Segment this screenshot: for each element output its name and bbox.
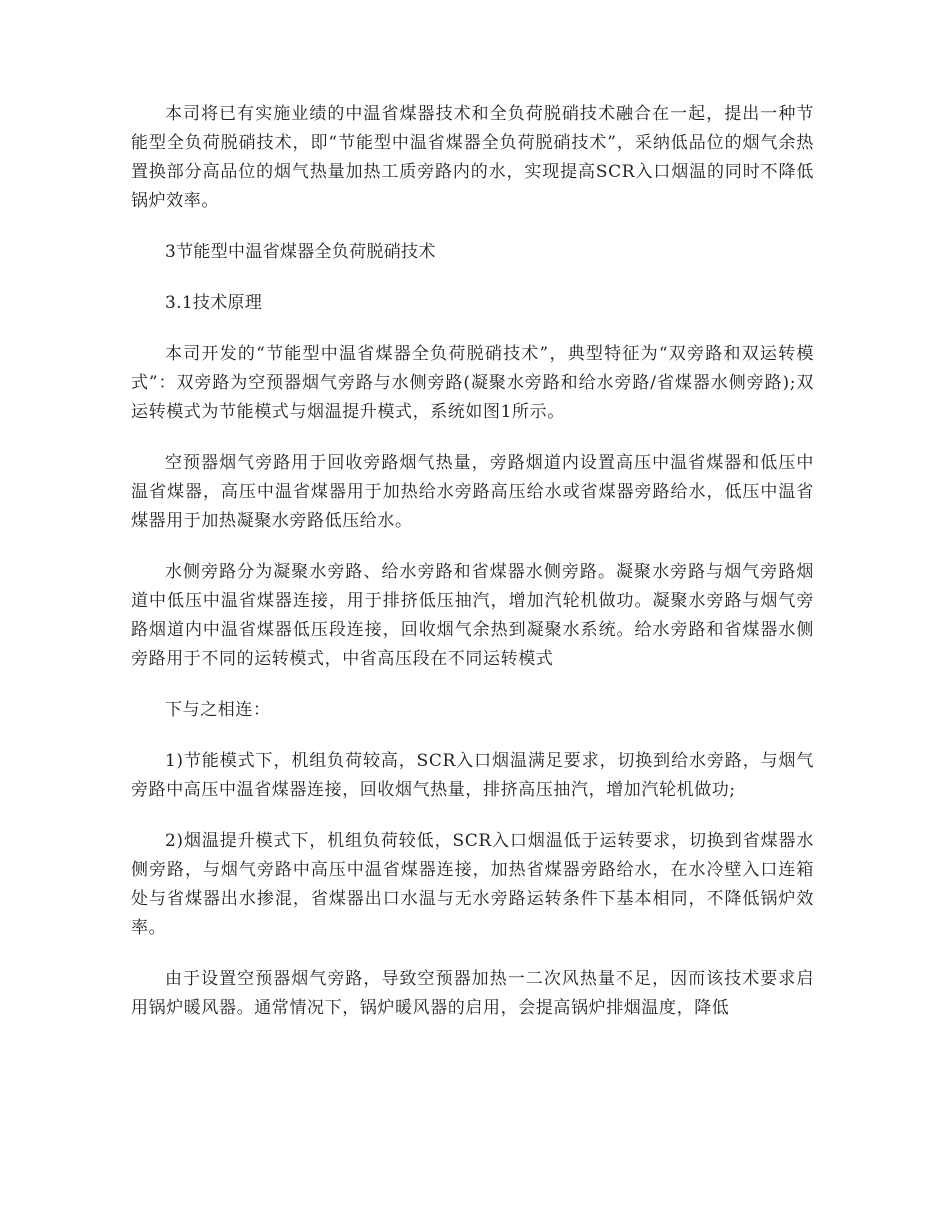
paragraph-air-preheater-bypass: 空预器烟气旁路用于回收旁路烟气热量，旁路烟道内设置高压中温省煤器和低压中温省煤器，高压中温省煤器用于加热给水旁路高压给水或省煤器旁路给水，低压中温省煤器用于加热凝聚水旁路低压给水。 bbox=[131, 453, 814, 531]
paragraph-water-side-bypass: 水侧旁路分为凝聚水旁路、给水旁路和省煤器水侧旁路。凝聚水旁路与烟气旁路烟道中低压中温省煤器连接，用于排挤低压抽汽，增加汽轮机做功。凝聚水旁路与烟气旁路烟道内中温省煤器低压段连接，回收烟气余热到凝聚水系统。给水旁路和省煤器水侧旁路用于不同的运转模式，中省高压段在不同运转模式 bbox=[131, 562, 814, 669]
paragraph-intro: 本司将已有实施业绩的中温省煤器技术和全负荷脱硝技术融合在一起，提出一种节能型全负荷脱硝技术，即“节能型中温省煤器全负荷脱硝技术”，采纳低品位的烟气余热置换部分高品位的烟气热量加热工质旁路内的水，实现提高SCR入口烟温的同时不降低锅炉效率。 bbox=[131, 104, 814, 211]
paragraph-connection: 下与之相连： bbox=[165, 700, 271, 720]
list-item-temperature-raise-mode: 2)烟温提升模式下，机组负荷较低，SCR入口烟温低于运转要求，切换到省煤器水侧旁路，与烟气旁路中高压中温省煤器连接，加热省煤器旁路给水，在水冷壁入口连箱处与省煤器出水掺混，省煤器出口水温与无水旁路运转条件下基本相同，不降低锅炉效率。 bbox=[131, 831, 814, 938]
list-item-energy-saving-mode: 1)节能模式下，机组负荷较高，SCR入口烟温满足要求，切换到给水旁路，与烟气旁路中高压中温省煤器连接，回收烟气热量，排挤高压抽汽，增加汽轮机做功; bbox=[131, 751, 814, 800]
document-body bbox=[131, 100, 814, 1045]
paragraph-air-heater: 由于设置空预器烟气旁路，导致空预器加热一二次风热量不足，因而该技术要求启用锅炉暖风器。通常情况下，锅炉暖风器的启用，会提高锅炉排烟温度，降低 bbox=[131, 969, 814, 1018]
paragraph-principle: 本司开发的“节能型中温省煤器全负荷脱硝技术”，典型特征为“双旁路和双运转模式”：双旁路为空预器烟气旁路与水侧旁路(凝聚水旁路和给水旁路/省煤器水侧旁路);双运转模式为节能模式与烟温提升模式，系统如图1所示。 bbox=[131, 344, 814, 422]
section-heading: 3节能型中温省煤器全负荷脱硝技术 bbox=[165, 242, 436, 262]
subsection-heading: 3.1技术原理 bbox=[165, 293, 263, 313]
